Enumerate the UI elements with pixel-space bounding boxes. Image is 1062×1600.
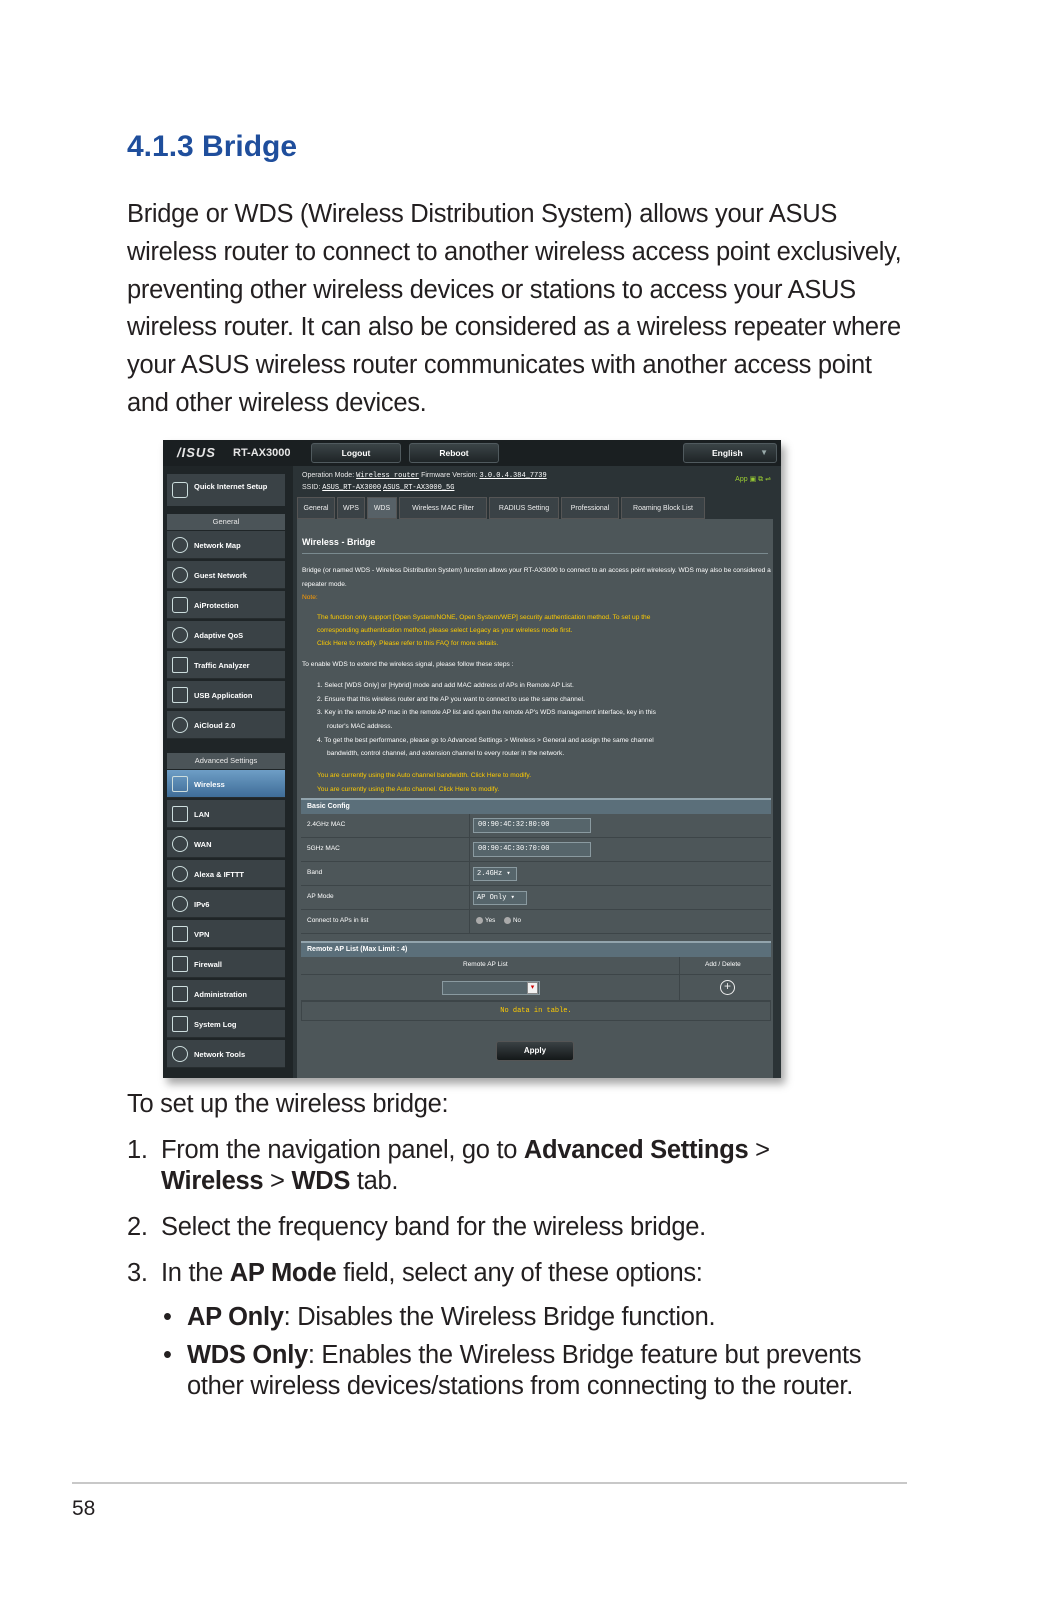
tab-wds[interactable]: WDS xyxy=(367,497,397,519)
steps-intro: To set up the wireless bridge: xyxy=(127,1090,449,1118)
no-data-text: No data in table. xyxy=(500,1007,572,1015)
bullet-text: WDS Only: Enables the Wireless Bridge feature but prevents other wireless devices/stations from connecting to the router. xyxy=(187,1341,862,1400)
mac5-label: 5GHz MAC xyxy=(307,845,340,852)
chevron-down-icon: ▼ xyxy=(760,448,768,457)
band-label: Band xyxy=(307,869,323,876)
logout-button[interactable]: Logout xyxy=(311,443,401,463)
note-label: Note: xyxy=(302,594,318,601)
sidebar-item-label: Administration xyxy=(194,990,247,999)
admin-icon xyxy=(172,986,188,1002)
add-icon[interactable]: + xyxy=(720,980,735,995)
log-icon xyxy=(172,1016,188,1032)
wds-step: bandwidth, control channel, and extension channel to every router in the network. xyxy=(327,750,565,757)
step-text: From the navigation panel, go to Advanced Settings > Wireless > WDS tab. xyxy=(161,1136,770,1195)
basic-config-header: Basic Config xyxy=(301,798,771,814)
sidebar-item-label: LAN xyxy=(194,810,210,819)
wds-panel xyxy=(297,519,773,1078)
puzzle-icon xyxy=(172,687,188,703)
apmode-label: AP Mode xyxy=(307,893,334,900)
no-label: No xyxy=(513,917,522,924)
connect-label: Connect to APs in list xyxy=(307,917,369,924)
sidebar-item-label: AiProtection xyxy=(194,601,239,610)
yes-radio[interactable] xyxy=(476,917,483,924)
tab-professional[interactable]: Professional xyxy=(561,497,619,519)
sidebar-item-label: WAN xyxy=(194,840,212,849)
sidebar-item-label: IPv6 xyxy=(194,900,210,909)
sidebar-item-label: Traffic Analyzer xyxy=(194,661,250,670)
note-line-3: Click Here to modify. Please refer to this FAQ for more details. xyxy=(317,640,499,647)
mac24-label: 2.4GHz MAC xyxy=(307,821,346,828)
router-screenshot xyxy=(163,440,781,1078)
sidebar-item-vpn[interactable] xyxy=(167,920,285,948)
enable-intro: To enable WDS to extend the wireless signal, please follow these steps : xyxy=(302,661,514,668)
vpn-icon xyxy=(172,926,188,942)
sidebar-item-aicloud[interactable] xyxy=(167,711,285,739)
step-number: 3. xyxy=(127,1259,148,1287)
sidebar-item-label: System Log xyxy=(194,1020,237,1029)
note-line-1: The function only support [Open System/NONE, Open System/WEP] security authentication method. To set up the xyxy=(317,614,651,621)
sidebar-item-quick-setup[interactable] xyxy=(167,474,285,506)
gauge-icon xyxy=(172,627,188,643)
operation-mode-label: Operation Mode: xyxy=(302,472,355,479)
apmode-select[interactable]: AP Only ▾ xyxy=(473,891,527,905)
wds-step: 3. Key in the remote AP mac in the remote AP list and open the remote AP's WDS management interface, key in this xyxy=(317,709,656,716)
chevron-down-icon[interactable]: ▾ xyxy=(527,982,538,994)
globe-icon xyxy=(172,537,188,553)
col-add-delete: Add / Delete xyxy=(705,961,741,968)
sidebar-item-lan[interactable] xyxy=(167,800,285,828)
firmware-link[interactable]: 3.0.0.4.384_7739 xyxy=(479,472,547,480)
remote-ap-input[interactable] xyxy=(442,981,540,995)
ssid-5-link[interactable]: ASUS_RT-AX3000_5G xyxy=(383,484,455,492)
sidebar-item-usb-application[interactable] xyxy=(167,681,285,709)
sidebar-item-label: Wireless xyxy=(194,780,225,789)
sidebar-item-label: VPN xyxy=(194,930,210,939)
sidebar-item-wan[interactable] xyxy=(167,830,285,858)
sidebar-item-label: USB Application xyxy=(194,691,253,700)
no-radio[interactable] xyxy=(504,917,511,924)
band-value: 2.4GHz xyxy=(477,870,503,878)
sidebar-head-general: General xyxy=(167,514,285,530)
globe-icon xyxy=(172,836,188,852)
tab-wireless-mac-filter[interactable]: Wireless MAC Filter xyxy=(399,497,487,519)
gear-icon xyxy=(172,1046,188,1062)
sidebar-item-adaptive-qos[interactable] xyxy=(167,621,285,649)
operation-mode-link[interactable]: Wireless router xyxy=(356,472,420,480)
mac5-field[interactable]: 00:90:4C:30:70:00 xyxy=(473,842,591,857)
fire-icon xyxy=(172,956,188,972)
shield-icon xyxy=(172,597,188,613)
remote-ap-header: Remote AP List (Max Limit : 4) xyxy=(301,941,771,957)
asus-logo: /ISUS xyxy=(177,445,216,460)
sidebar-head-advanced: Advanced Settings xyxy=(167,753,285,769)
wds-step: router's MAC address. xyxy=(327,723,393,730)
col-remote-ap: Remote AP List xyxy=(463,961,508,968)
footer-divider xyxy=(72,1482,907,1484)
sidebar-item-ipv6[interactable] xyxy=(167,890,285,918)
status-line xyxy=(302,470,547,494)
firmware-label: Firmware Version: xyxy=(421,472,478,479)
apply-button[interactable]: Apply xyxy=(496,1041,574,1061)
wizard-icon xyxy=(172,482,188,498)
table-row xyxy=(301,838,771,862)
table-row xyxy=(301,862,771,886)
mac24-field[interactable]: 00:90:4C:32:80:00 xyxy=(473,818,591,833)
page-number: 58 xyxy=(72,1497,96,1520)
bullet-text: AP Only: Disables the Wireless Bridge function. xyxy=(187,1303,716,1331)
section-title: 4.1.3 Bridge xyxy=(127,130,298,163)
tab-wps[interactable]: WPS xyxy=(337,497,365,519)
usb-icon: ⇌ xyxy=(765,476,771,483)
step-text: In the AP Mode field, select any of these options: xyxy=(161,1259,703,1287)
sidebar-item-wireless[interactable] xyxy=(167,770,285,798)
band-select[interactable]: 2.4GHz ▾ xyxy=(473,867,517,881)
bullet-dot: • xyxy=(163,1303,172,1331)
table-empty-row xyxy=(301,1001,771,1021)
sidebar-item-label: Alexa & IFTTT xyxy=(194,870,245,879)
link-icon: ⧉ xyxy=(758,476,764,483)
sidebar-item-label: AiCloud 2.0 xyxy=(194,721,236,730)
language-value: English xyxy=(712,448,743,458)
sidebar xyxy=(163,466,293,1078)
step-text: Select the frequency band for the wireless bridge. xyxy=(161,1213,706,1241)
main-content xyxy=(295,466,781,1078)
sidebar-item-aiprotection[interactable] xyxy=(167,591,285,619)
sidebar-item-label: Firewall xyxy=(194,960,222,969)
sidebar-item-label: Adaptive QoS xyxy=(194,631,244,640)
cloud-icon xyxy=(172,717,188,733)
table-row xyxy=(301,814,771,838)
app-status-icons xyxy=(735,475,771,484)
apmode-value: AP Only xyxy=(477,894,507,902)
note-line-2: corresponding authentication method, please select Legacy as your wireless mode first. xyxy=(317,627,573,634)
auto-channel-note: You are currently using the Auto channel. Click Here to modify. xyxy=(317,786,500,793)
divider xyxy=(302,553,768,554)
sidebar-item-label: Network Map xyxy=(194,541,241,550)
yes-label: Yes xyxy=(485,917,496,924)
table-row xyxy=(301,886,771,910)
language-select[interactable] xyxy=(683,443,777,463)
table-row xyxy=(301,975,771,1001)
sidebar-item-network-tools[interactable] xyxy=(167,1040,285,1068)
sidebar-item-label: Quick Internet Setup xyxy=(194,482,268,491)
sidebar-item-label: Guest Network xyxy=(194,571,247,580)
tab-general[interactable]: General xyxy=(297,497,335,519)
step-number: 1. xyxy=(127,1136,148,1164)
wds-step: 4. To get the best performance, please go to Advanced Settings > Wireless > General and assign the same channel xyxy=(317,737,654,744)
sidebar-item-guest-network[interactable] xyxy=(167,561,285,589)
monitor-icon xyxy=(172,806,188,822)
wds-step: 1. Select [WDS Only] or [Hybrid] mode and add MAC address of APs in Remote AP List. xyxy=(317,682,574,689)
wds-step: 2. Ensure that this wireless router and the AP you want to connect to use the same channel. xyxy=(317,696,585,703)
ssid-24-link[interactable]: ASUS_RT-AX3000 xyxy=(322,484,382,492)
sidebar-item-alexa-ifttt[interactable] xyxy=(167,860,285,888)
sidebar-item-firewall[interactable] xyxy=(167,950,285,978)
sidebar-item-administration[interactable] xyxy=(167,980,285,1008)
step-number: 2. xyxy=(127,1213,148,1241)
tab-radius-setting[interactable]: RADIUS Setting xyxy=(489,497,559,519)
reboot-button[interactable]: Reboot xyxy=(409,443,499,463)
sidebar-item-network-map[interactable] xyxy=(167,531,285,559)
tab-roaming-block-list[interactable]: Roaming Block List xyxy=(621,497,705,519)
auto-bandwidth-note: You are currently using the Auto channel bandwidth. Click Here to modify. xyxy=(317,772,532,779)
panel-description: Bridge (or named WDS - Wireless Distribution System) function allows your RT-AX3000 to connect to an access point wirelessly. WDS may also be considered a repeater mode. xyxy=(302,567,771,588)
model-name: RT-AX3000 xyxy=(233,447,291,459)
top-bar xyxy=(163,440,781,466)
sidebar-item-traffic-analyzer[interactable] xyxy=(167,651,285,679)
app-label[interactable]: App xyxy=(735,476,748,483)
wifi-icon xyxy=(172,776,188,792)
table-row xyxy=(301,910,771,934)
ssid-label: SSID: xyxy=(302,484,321,491)
panel-title: Wireless - Bridge xyxy=(302,537,376,547)
network-icon xyxy=(172,866,188,882)
guest-globe-icon xyxy=(172,567,188,583)
bullet-dot: • xyxy=(163,1341,172,1369)
table-header-row xyxy=(301,957,771,975)
printer-icon: ▣ xyxy=(749,476,757,483)
chart-icon xyxy=(172,657,188,673)
sidebar-item-system-log[interactable] xyxy=(167,1010,285,1038)
globe-icon xyxy=(172,896,188,912)
intro-paragraph: Bridge or WDS (Wireless Distribution System) allows your ASUS wireless router to connect to another wireless access point exclusively, preventing other wireless devices or stations to access your ASUS wireless router. It can also be considered as a wireless repeater where your ASUS wireless router communicates with another access point and other wireless devices. xyxy=(127,200,902,417)
sidebar-item-label: Network Tools xyxy=(194,1050,246,1059)
